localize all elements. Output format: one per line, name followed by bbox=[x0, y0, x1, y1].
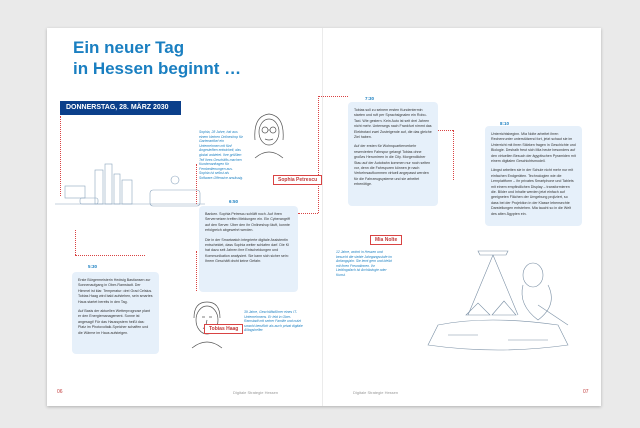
page-gutter bbox=[322, 28, 323, 406]
time-label: 7:30 bbox=[365, 96, 375, 101]
page-title bbox=[73, 37, 241, 79]
portrait-mia-icon bbox=[418, 245, 590, 360]
timeline-path bbox=[75, 230, 76, 255]
story-paragraph: Die in der Smartwatch integrierte digitale Assistentin entscheidet, dass Sophia weiter schlafen darf. Die KI hat dazu seit Jahren ihre Entscheidungen und Kommunikation analysiert. Sie kann sich sicher sein: Ihrem Geschäft droht keine Gefahr. bbox=[205, 237, 290, 264]
time-label: 5:30 bbox=[88, 264, 98, 269]
portrait-sophia-icon bbox=[245, 110, 293, 160]
story-paragraph: Auf Basis der aktuellen Wetterprognose plant er den Energiemanagement. Sonne ist angesagt! Für das Haussystem heißt das: Platz im Photovoltaik-Speicher schaffen und die Wärme im Haus aufsteigen. bbox=[78, 309, 151, 335]
story-paragraph: Erste Bürgermeisterin Hedwig Bastiansen zur Sonnenaufgang in Ober-Ramstadt. Der Himmel ist klar. Temperatur: drei Grad Celsius. Tobias Haag wird bald aufstehen, sein smartes Haus startet bereits in den Tag. bbox=[78, 278, 153, 304]
caption-sophia: Sophia, 28 Jahre, hat aus einem kleinen Onlineshop für Gartenartikel ein Unternehmen mit fünf Angestellten entwickelt, das global anbietet. Ihre größten Tell ihres Geschäfts machen Kundenanfragen für Fernbedienungen aus. Sophia ist selbst als Software-Offensive ansässig. bbox=[199, 130, 244, 180]
story-box-0810 bbox=[485, 126, 582, 226]
name-tag-tobias: Tobias Haag bbox=[204, 324, 243, 334]
caption-mia: 12 Jahre, wohnt in Hessen und besucht die siebte Jahrgangsstufe im Anfangsjahr. Sie lernt gern und bleibt mit ihren Freundinnen. Ihr Lieblingsfach ist Archäologie oder Kunst. bbox=[336, 250, 392, 277]
name-tag-sophia: Sophia Petrescu bbox=[273, 175, 322, 185]
timeline-path bbox=[318, 96, 319, 213]
story-paragraph: Tobias soll zu seinem ersten Kundentermin starten und ruft per Sprachsignalen ein Robo-Taxi. Wie gestern. Kein Auto ist seit drei Jahren nicht mehr. Unterwegs nach Frankfurt nimmt das Elektrotaxi zwei Zusteigende auf, die das gleiche Ziel haben. bbox=[354, 108, 432, 140]
story-paragraph: Längst arbeiten sie in der Schule nicht mehr nur mit einfachen Endgeräten. Technologien wie die Lernplattform – ihr privates Smartphone und Tablets mit einem empfindlichen Display – transformieren die. Bilder und Inhalte werden jetzt einfach auf geeigneten Flächen der Umgebung projiziert, so dass bei der Projektion in der Klasse lebensechte Darstellungen entstehen. Mia taucht so in die Welt des alten Ägypten ein. bbox=[491, 168, 574, 216]
story-box-0730 bbox=[348, 102, 438, 206]
time-label: 8:10 bbox=[500, 121, 510, 126]
title-line-2: in Hessen beginnt … bbox=[73, 59, 242, 78]
footer-note-left: Digitale Strategie Hessen bbox=[233, 390, 279, 395]
time-label: 6:50 bbox=[229, 199, 239, 204]
timeline-path bbox=[196, 251, 197, 291]
caption-tobias: 39 Jahre, Geschäftsführer eines IT-Unternehmens. Er lebt in Ober-Ramstadt mit seiner Familie und nutzt sowohl beruflich als auch privat digitale Alltagshelfer. bbox=[244, 310, 303, 333]
name-tag-mia: Mia Nolte bbox=[370, 235, 402, 245]
timeline-path bbox=[453, 130, 454, 180]
footer-note-right: Digitale Strategie Hessen bbox=[353, 390, 399, 395]
timeline-path bbox=[298, 213, 318, 214]
story-paragraph: Unterrichtsbeginn. Mia Nolte arbeitet ihren Rechenrunter unterstützend fort, jetzt schaut sie im Unterricht mit ihren Stärken fragen in Geschichte und Biologie. Deshalb freut sich Mia heute besonders auf den virtuellen Besuch der ägyptischen Pyramiden mit einem digitalen Geschichtsmodell. bbox=[491, 132, 576, 164]
page-number-right: 07 bbox=[583, 389, 589, 395]
story-box-0650 bbox=[199, 206, 298, 292]
timeline-path bbox=[318, 96, 348, 97]
city-sketch-icon bbox=[55, 160, 220, 220]
story-paragraph: Banken. Sophia Petrescu schläft noch. Auf ihren Servernetzen treffen Meldungen ein. Ein Cyberangriff auf den Server. Über den ihr Onlineshop läuft, konnte erfolgreich abgewehrt werden. bbox=[205, 212, 290, 233]
timeline-path bbox=[75, 255, 145, 256]
title-line-1: Ein neuer Tag bbox=[73, 38, 185, 57]
story-box-0530 bbox=[72, 272, 159, 354]
date-banner: DONNERSTAG, 28. MÄRZ 2030 bbox=[60, 101, 181, 115]
story-paragraph: Auf der ersten für Wohnquartierverkehr reservierten Fahrspur gelangt Tobias ohne großes Herumirren in die City. Morgendlicher Stau auf der Autobahn kommen nur noch selten vor, denn die Fahrspuren können je nach Verkehrsaufkommen virtuell angepasst werden für die Fahrzeugsysteme und sie arbeitet erbenötige. bbox=[354, 144, 431, 187]
page-number-left: 06 bbox=[57, 389, 63, 395]
